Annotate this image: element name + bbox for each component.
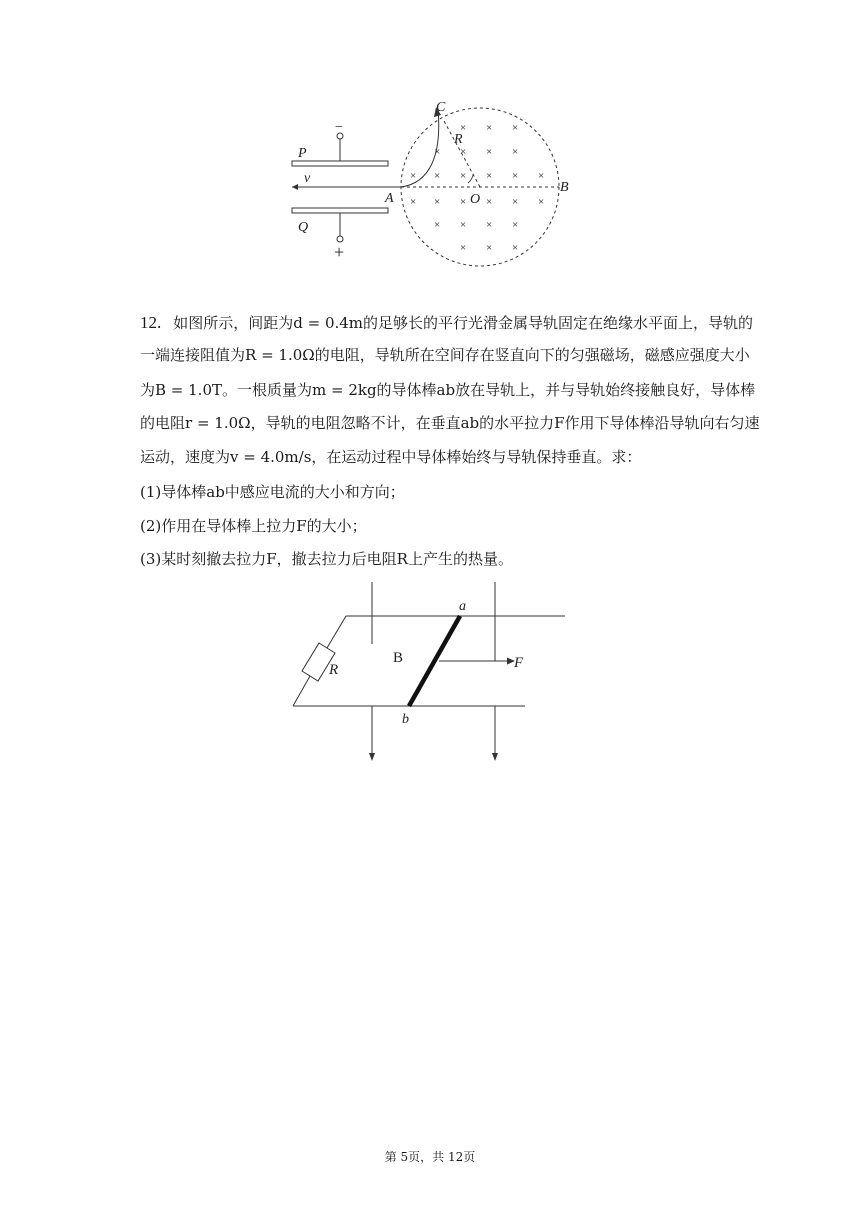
label-o: O (470, 192, 481, 207)
label-field: B (393, 650, 404, 666)
label-resistor: R (329, 662, 339, 678)
question-stem-line-1: 12. 如图所示，间距为d = 0.4m的足够长的平行光滑金属导轨固定在绝缘水平面上，导轨的 (140, 313, 754, 332)
figure-rails-rod (285, 575, 575, 765)
label-a: A (385, 191, 394, 206)
page-footer: 第 5页，共 12页 (384, 1150, 476, 1164)
field-cross-icon: × (434, 196, 441, 208)
field-cross-icon: × (486, 242, 493, 254)
question-stem-line-2: 一端连接阻值为R = 1.0Ω的电阻，导轨所在空间存在竖直向下的匀强磁场，磁感应强度大小 (140, 346, 750, 364)
question-stem-line-3: 为B = 1.0T。一根质量为m = 2kg的导体棒ab放在导轨上，并与导轨始终接触良好，导体棒 (140, 381, 756, 399)
field-cross-icon: × (486, 146, 493, 158)
label-b-end: b (402, 712, 409, 727)
field-cross-icon: × (512, 146, 519, 158)
label-a-end: a (459, 599, 466, 614)
plate-q (292, 208, 388, 213)
field-cross-icon: × (486, 196, 493, 208)
field-cross-icon: × (460, 196, 467, 208)
field-cross-icon: × (512, 242, 519, 254)
field-cross-icon: × (434, 219, 441, 231)
label-p: P (298, 146, 307, 161)
label-minus: − (335, 120, 343, 135)
field-cross-icon: × (512, 170, 519, 182)
label-plus: + (334, 242, 345, 262)
field-cross-icon: × (460, 242, 467, 254)
question-part-1: (1)导体棒ab中感应电流的大小和方向； (140, 483, 405, 501)
plate-p (292, 161, 388, 166)
label-c: C (436, 100, 446, 115)
field-cross-icon: × (434, 170, 441, 182)
field-cross-icon: × (512, 219, 519, 231)
field-cross-icon: × (538, 196, 545, 208)
question-part-3: (3)某时刻撤去拉力F，撤去拉力后电阻R上产生的热量。 (140, 550, 513, 568)
question-number: 12. (140, 313, 162, 332)
question-part-2: (2)作用在导体棒上拉力F的大小； (140, 517, 367, 535)
label-v: v (304, 171, 311, 186)
field-cross-icon: × (460, 170, 467, 182)
question-stem-line-5: 运动，速度为v = 4.0m/s，在运动过程中导体棒始终与导轨保持垂直。求： (140, 448, 642, 466)
question-stem-line-4: 的电阻r = 1.0Ω，导轨的电阻忽略不计，在垂直ab的水平拉力F作用下导体棒沿导轨向右匀速 (140, 414, 760, 432)
field-cross-icon: × (486, 170, 493, 182)
field-cross-icon: × (512, 122, 519, 134)
label-b: B (560, 180, 569, 195)
field-cross-icon: × (434, 146, 441, 158)
field-cross-icon: × (512, 196, 519, 208)
field-cross-icon: × (410, 170, 417, 182)
label-r: R (454, 132, 463, 147)
field-cross-icon: × (410, 196, 417, 208)
field-cross-icon: × (460, 146, 467, 158)
label-force: F (514, 655, 524, 671)
field-cross-icon: × (486, 122, 493, 134)
figure-capacitor-magnetic-field (270, 95, 590, 270)
field-cross-icon: × (460, 219, 467, 231)
field-cross-icon: × (538, 170, 545, 182)
label-q: Q (298, 220, 309, 235)
field-cross-icon: × (460, 122, 467, 134)
field-cross-icon: × (486, 219, 493, 231)
